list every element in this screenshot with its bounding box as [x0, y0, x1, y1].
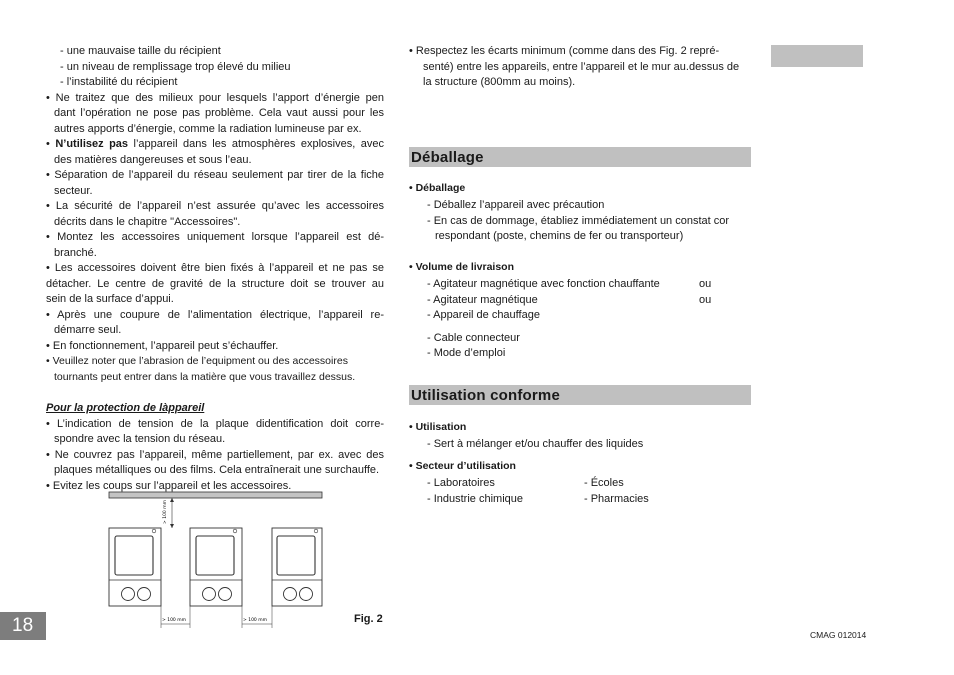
side-tab-marker: [771, 45, 863, 67]
bullet-line: décrits dans le chapitre "Accessoires".: [54, 215, 241, 228]
list-item: - l’instabilité du récipient: [60, 76, 178, 88]
list-item: - Agitateur magnétique ou: [427, 293, 712, 306]
bullet-text: l’appareil dans les atmosphères explosives, avec: [133, 138, 384, 150]
bullet-line: la structure (800mm au moins).: [423, 76, 576, 88]
arrow-down: [170, 524, 174, 528]
bullet-line: • La sécurité de l’appareil n’est assurée qu’avec les accessoires: [46, 200, 384, 212]
bullet-line: • Les accessoires doivent être bien fixés à l’appareil et ne pas se: [46, 262, 384, 274]
list-item: - Agitateur magnétique avec fonction chauffante ou: [427, 278, 712, 290]
bullet-line: des matières dangereuses et sous l’eau.: [54, 153, 252, 166]
page-number: 18: [0, 612, 46, 640]
dim-label-h1: > 100 mm: [162, 618, 186, 623]
list-item: - une mauvaise taille du récipient: [60, 45, 221, 57]
bullet-line: démarre seul.: [54, 324, 122, 336]
bullet-line: • Respectez les écarts minimum (comme dans des Fig. 2 repré-: [409, 45, 720, 57]
device-1: [109, 528, 161, 606]
bullet-line: • En fonctionnement, l’appareil peut s’échauffer.: [46, 339, 279, 352]
bullet-line: • Après une coupure de l’alimentation électrique, l’appareil re-: [46, 308, 384, 321]
list-item: - Sert à mélanger et/ou chauffer des liquides: [427, 438, 644, 450]
dim-label-vertical: > 100 mm: [163, 500, 168, 524]
spacing-diagram: [100, 488, 330, 628]
bold-phrase: N’utilisez pas: [55, 138, 129, 150]
bullet-line: autres apports d’énergie, comme la radiation lumineuse par ex.: [54, 122, 362, 135]
bullet-line: spondre avec la tension du réseau.: [54, 433, 226, 445]
bullet-line: • Ne traitez que des milieux pour lesquels l’apport d’énergie pen: [46, 91, 384, 104]
bullet-line: • Montez les accessoires uniquement lorsque l’appareil est dé-: [46, 231, 384, 243]
bullet-line: dant l’opération ne pose pas problème. Cela vaut aussi pour les: [54, 107, 384, 119]
bullet-line: • Ne couvrez pas l’appareil, même partiellement, par ex. avec des: [46, 448, 384, 461]
device-2: [190, 528, 242, 606]
dim-label-h2: > 100 mm: [243, 618, 267, 623]
bullet-line: branché.: [54, 246, 97, 259]
bullet-line: détacher. Le centre de gravité de la structure doit se trouver au: [46, 277, 384, 290]
list-item: - Laboratoires - Écoles: [427, 477, 624, 489]
figure-caption: Fig. 2: [354, 613, 383, 625]
section-heading: Pour la protection de làppareil: [46, 402, 205, 414]
bullet-line: • Evitez les coups sur l’appareil et les accessoires.: [46, 479, 292, 492]
wall-bar: [109, 492, 322, 498]
list-item: - Industrie chimique - Pharmacies: [427, 492, 649, 505]
bullet-line: secteur.: [54, 184, 93, 197]
list-item: - Cable connecteur: [427, 331, 520, 344]
subsection-title: • Déballage: [409, 181, 466, 194]
list-item: - En cas de dommage, établiez immédiatement un constat cor: [427, 214, 730, 227]
right-column: [409, 44, 751, 507]
bullet-line: • Veuillez noter que l’abrasion de l’equipment ou des accessoires: [46, 355, 348, 367]
bullet-line: sein de la surface d’appui.: [46, 293, 174, 305]
bullet-line: • L’indication de tension de la plaque didentification doit corre-: [46, 417, 384, 430]
arrow-up: [170, 498, 174, 502]
subsection-title: • Volume de livraison: [409, 260, 515, 273]
list-item: - Déballez l’appareil avec précaution: [427, 199, 605, 211]
bullet-line: tournants peut entrer dans la matière que vous travaillez dessus.: [54, 370, 356, 383]
list-item: - Appareil de chauffage: [427, 309, 540, 321]
subsection-title: • Secteur d’utilisation: [409, 459, 516, 472]
list-item: - un niveau de remplissage trop élevé du milieu: [60, 60, 291, 73]
device-3: [272, 528, 322, 606]
left-column: [46, 44, 384, 494]
list-item: respondant (poste, chemins de fer ou transporteur): [435, 230, 684, 242]
bullet-line: senté) entre les appareils, entre l’appareil et le mur au.dessus de: [423, 60, 740, 73]
document-reference: CMAG 012014: [810, 630, 867, 640]
section-title-utilisation: Utilisation conforme: [409, 385, 751, 405]
section-title-deballage: Déballage: [409, 147, 751, 167]
list-item: - Mode d’emploi: [427, 347, 506, 359]
bullet-line: • Séparation de l’appareil du réseau seulement par tirer de la fiche: [46, 169, 384, 181]
subsection-title: • Utilisation: [409, 420, 467, 433]
bullet-line: • N’utilisez pas l’appareil dans les atmosphères explosives, avec: [46, 138, 384, 150]
bullet-line: plaques métalliques ou des films. Cela entraînerait une surchauffe.: [54, 464, 380, 476]
